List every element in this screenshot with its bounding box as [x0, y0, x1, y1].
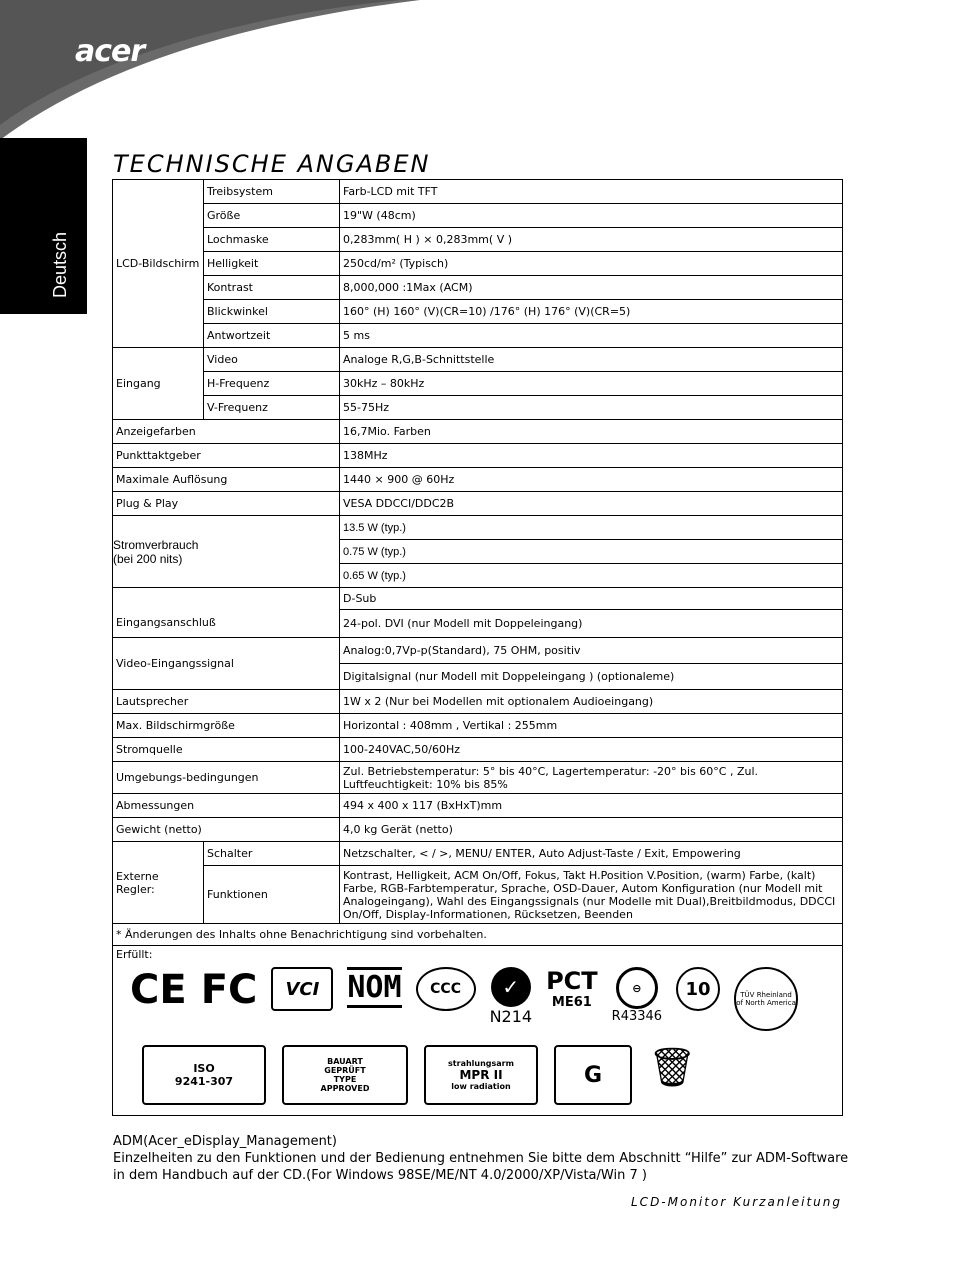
row-label: Max. Bildschirmgröße [113, 714, 340, 738]
table-row [113, 324, 843, 348]
ce-logo: CE [130, 967, 187, 1013]
adm-text: Einzelheiten zu den Funktionen und der Bedienung entnehmen Sie bitte dem Abschnitt “Hilfe” zur ADM-Software in dem Handbuch auf der CD.(For Windows 98SE/ME/NT 4.0/2000/XP/Vista/Win 7 ) [113, 1151, 849, 1183]
row-value: Kontrast, Helligkeit, ACM On/Off, Fokus, Takt H.Position V.Position, (warm) Farbe, (kalt) Farbe, RGB-Farbtemperatur, Sprache, OSD-Dauer, Autom Konfiguration (nur Modell mit Analogeingang), Wahl des Eingangssignals (nur Modelle mit Dual),Breitbildmodus, DDCCI On/Off, Display-Informationen, Rücksetzen, Beenden [340, 866, 843, 924]
mpr-line2: MPR II [459, 1068, 503, 1082]
row-value: 494 x 400 x 117 (BxHxT)mm [340, 794, 843, 818]
table-row [113, 842, 843, 866]
row-value: 19"W (48cm) [340, 204, 843, 228]
row-value: 24-pol. DVI (nur Modell mit Doppeleingang) [340, 610, 843, 638]
row-value: 138MHz [340, 444, 843, 468]
bauart-badge [282, 1045, 408, 1105]
table-row [113, 714, 843, 738]
group-label: Externe Regler: [113, 842, 204, 924]
epup-10-logo: 10 [676, 967, 720, 1011]
row-label: Lochmaske [204, 228, 340, 252]
row-value: 16,7Mio. Farben [340, 420, 843, 444]
table-row [113, 420, 843, 444]
table-row [113, 468, 843, 492]
compliance-cell [113, 946, 843, 1116]
row-label: Gewicht (netto) [113, 818, 340, 842]
row-value: VESA DDCCI/DDC2B [340, 492, 843, 516]
group-label: Eingang [113, 348, 204, 420]
pct-caption: ME61 [551, 995, 592, 1010]
row-value: 160° (H) 160° (V)(CR=10) /176° (H) 176° (V)(CR=5) [340, 300, 843, 324]
iso-badge-line1: ISO [193, 1062, 215, 1075]
row-value: 100-240VAC,50/60Hz [340, 738, 843, 762]
table-row [113, 516, 843, 540]
table-row [113, 946, 843, 1116]
table-row [113, 638, 843, 664]
row-label: Umgebungs-bedingungen [113, 762, 340, 794]
table-row [113, 818, 843, 842]
language-tab-label: Deutsch [50, 231, 70, 298]
row-value: Netzschalter, < / >, MENU/ ENTER, Auto Adjust-Taste / Exit, Empowering [340, 842, 843, 866]
page-title: TECHNISCHE ANGABEN [113, 150, 431, 178]
table-row [113, 204, 843, 228]
table-row [113, 738, 843, 762]
row-value: 30kHz – 80kHz [340, 372, 843, 396]
row-value: 1W x 2 (Nur bei Modellen mit optionalem Audioeingang) [340, 690, 843, 714]
table-row [113, 866, 843, 924]
type-line1: TYPE [333, 1075, 357, 1084]
row-value: 0,283mm( H ) × 0,283mm( V ) [340, 228, 843, 252]
bauart-line1: BAUART [327, 1057, 363, 1066]
row-label: Abmessungen [113, 794, 340, 818]
tuv-na-logo: TÜV Rheinland of North America [734, 967, 798, 1031]
disclaimer-note: * Änderungen des Inhalts ohne Benachrichtigung sind vorbehalten. [113, 924, 843, 946]
mpr-line3: low radiation [451, 1082, 511, 1091]
row-label: Schalter [204, 842, 340, 866]
row-value: Zul. Betriebstemperatur: 5° bis 40°C, Lagertemperatur: -20° bis 60°C , Zul. Luftfeuchtigkeit: 10% bis 85% [340, 762, 843, 794]
table-row [113, 348, 843, 372]
row-label: Kontrast [204, 276, 340, 300]
table-row [113, 276, 843, 300]
row-label: Anzeigefarben [113, 420, 340, 444]
row-value: 8,000,000 :1Max (ACM) [340, 276, 843, 300]
row-label: Stromquelle [113, 738, 340, 762]
tuv-gs-badge: G [554, 1045, 632, 1105]
table-row [113, 228, 843, 252]
table-row [113, 492, 843, 516]
row-value: Analog:0,7Vp-p(Standard), 75 OHM, positiv [340, 638, 843, 664]
spec-table [112, 179, 843, 1116]
row-label: Video [204, 348, 340, 372]
mpr-badge [424, 1045, 538, 1105]
adm-note [113, 1133, 853, 1184]
table-row [113, 794, 843, 818]
row-label: H-Frequenz [204, 372, 340, 396]
group-label: LCD-Bildschirm [113, 180, 204, 348]
row-label: Punkttaktgeber [113, 444, 340, 468]
row-value: Horizontal : 408mm , Vertikal : 255mm [340, 714, 843, 738]
row-label: Maximale Auflösung [113, 468, 340, 492]
table-row [113, 180, 843, 204]
row-value: 4,0 kg Gerät (netto) [340, 818, 843, 842]
mpr-line1: strahlungsarm [448, 1059, 514, 1068]
row-label: Treibsystem [204, 180, 340, 204]
type-line2: APPROVED [320, 1084, 370, 1093]
gost-caption: R43346 [611, 1009, 663, 1024]
c-tick-logo: ✓ N214 [490, 967, 533, 1026]
iso-badge-line2: 9241-307 [174, 1075, 234, 1088]
ccc-logo: CCC [416, 967, 476, 1011]
row-value: Farb-LCD mit TFT [340, 180, 843, 204]
table-row [113, 444, 843, 468]
row-value: 1440 × 900 @ 60Hz [340, 468, 843, 492]
language-tab [0, 138, 87, 314]
row-value: 250cd/m² (Typisch) [340, 252, 843, 276]
vci-logo: VCI [271, 967, 333, 1011]
group-label: Stromverbrauch (bei 200 nits) [113, 516, 340, 588]
row-value: D-Sub [340, 588, 843, 610]
row-label: Antwortzeit [204, 324, 340, 348]
pct-logo: PCT ME61 [546, 967, 598, 1010]
row-value: Analoge R,G,B-Schnittstelle [340, 348, 843, 372]
row-label: Plug & Play [113, 492, 340, 516]
header-swoosh [0, 0, 954, 150]
bauart-line2: GEPRÜFT [324, 1066, 366, 1075]
row-value: 55-75Hz [340, 396, 843, 420]
adm-title: ADM(Acer_eDisplay_Management) [113, 1134, 337, 1149]
c-tick-caption: N214 [489, 1007, 533, 1026]
row-value: 0.65 W (typ.) [340, 564, 843, 588]
nom-logo: NOM [347, 967, 401, 1008]
row-value: 13.5 W (typ.) [340, 516, 843, 540]
row-label: Lautsprecher [113, 690, 340, 714]
row-label: Eingangsanschluß [113, 588, 340, 638]
row-value: 5 ms [340, 324, 843, 348]
footer-label: LCD-Monitor Kurzanleitung [631, 1195, 842, 1209]
row-label: Größe [204, 204, 340, 228]
row-label: V-Frequenz [204, 396, 340, 420]
row-label: Video-Eingangssignal [113, 638, 340, 690]
row-value: Digitalsignal (nur Modell mit Doppeleingang ) (optionaleme) [340, 664, 843, 690]
row-label: Funktionen [204, 866, 340, 924]
row-label: Blickwinkel [204, 300, 340, 324]
row-value: 0.75 W (typ.) [340, 540, 843, 564]
weee-icon: 🗑 [648, 1045, 697, 1089]
compliance-label: Erfüllt: [116, 948, 153, 961]
row-label: Helligkeit [204, 252, 340, 276]
table-row [113, 762, 843, 794]
iso-badge [142, 1045, 266, 1105]
table-row [113, 924, 843, 946]
table-row [113, 690, 843, 714]
gost-logo: ⊖ R43346 [612, 967, 662, 1024]
table-row [113, 396, 843, 420]
table-row [113, 588, 843, 610]
table-row [113, 300, 843, 324]
table-row [113, 372, 843, 396]
fcc-logo: FC [200, 967, 258, 1013]
table-row [113, 252, 843, 276]
acer-logo: acer [75, 34, 145, 69]
